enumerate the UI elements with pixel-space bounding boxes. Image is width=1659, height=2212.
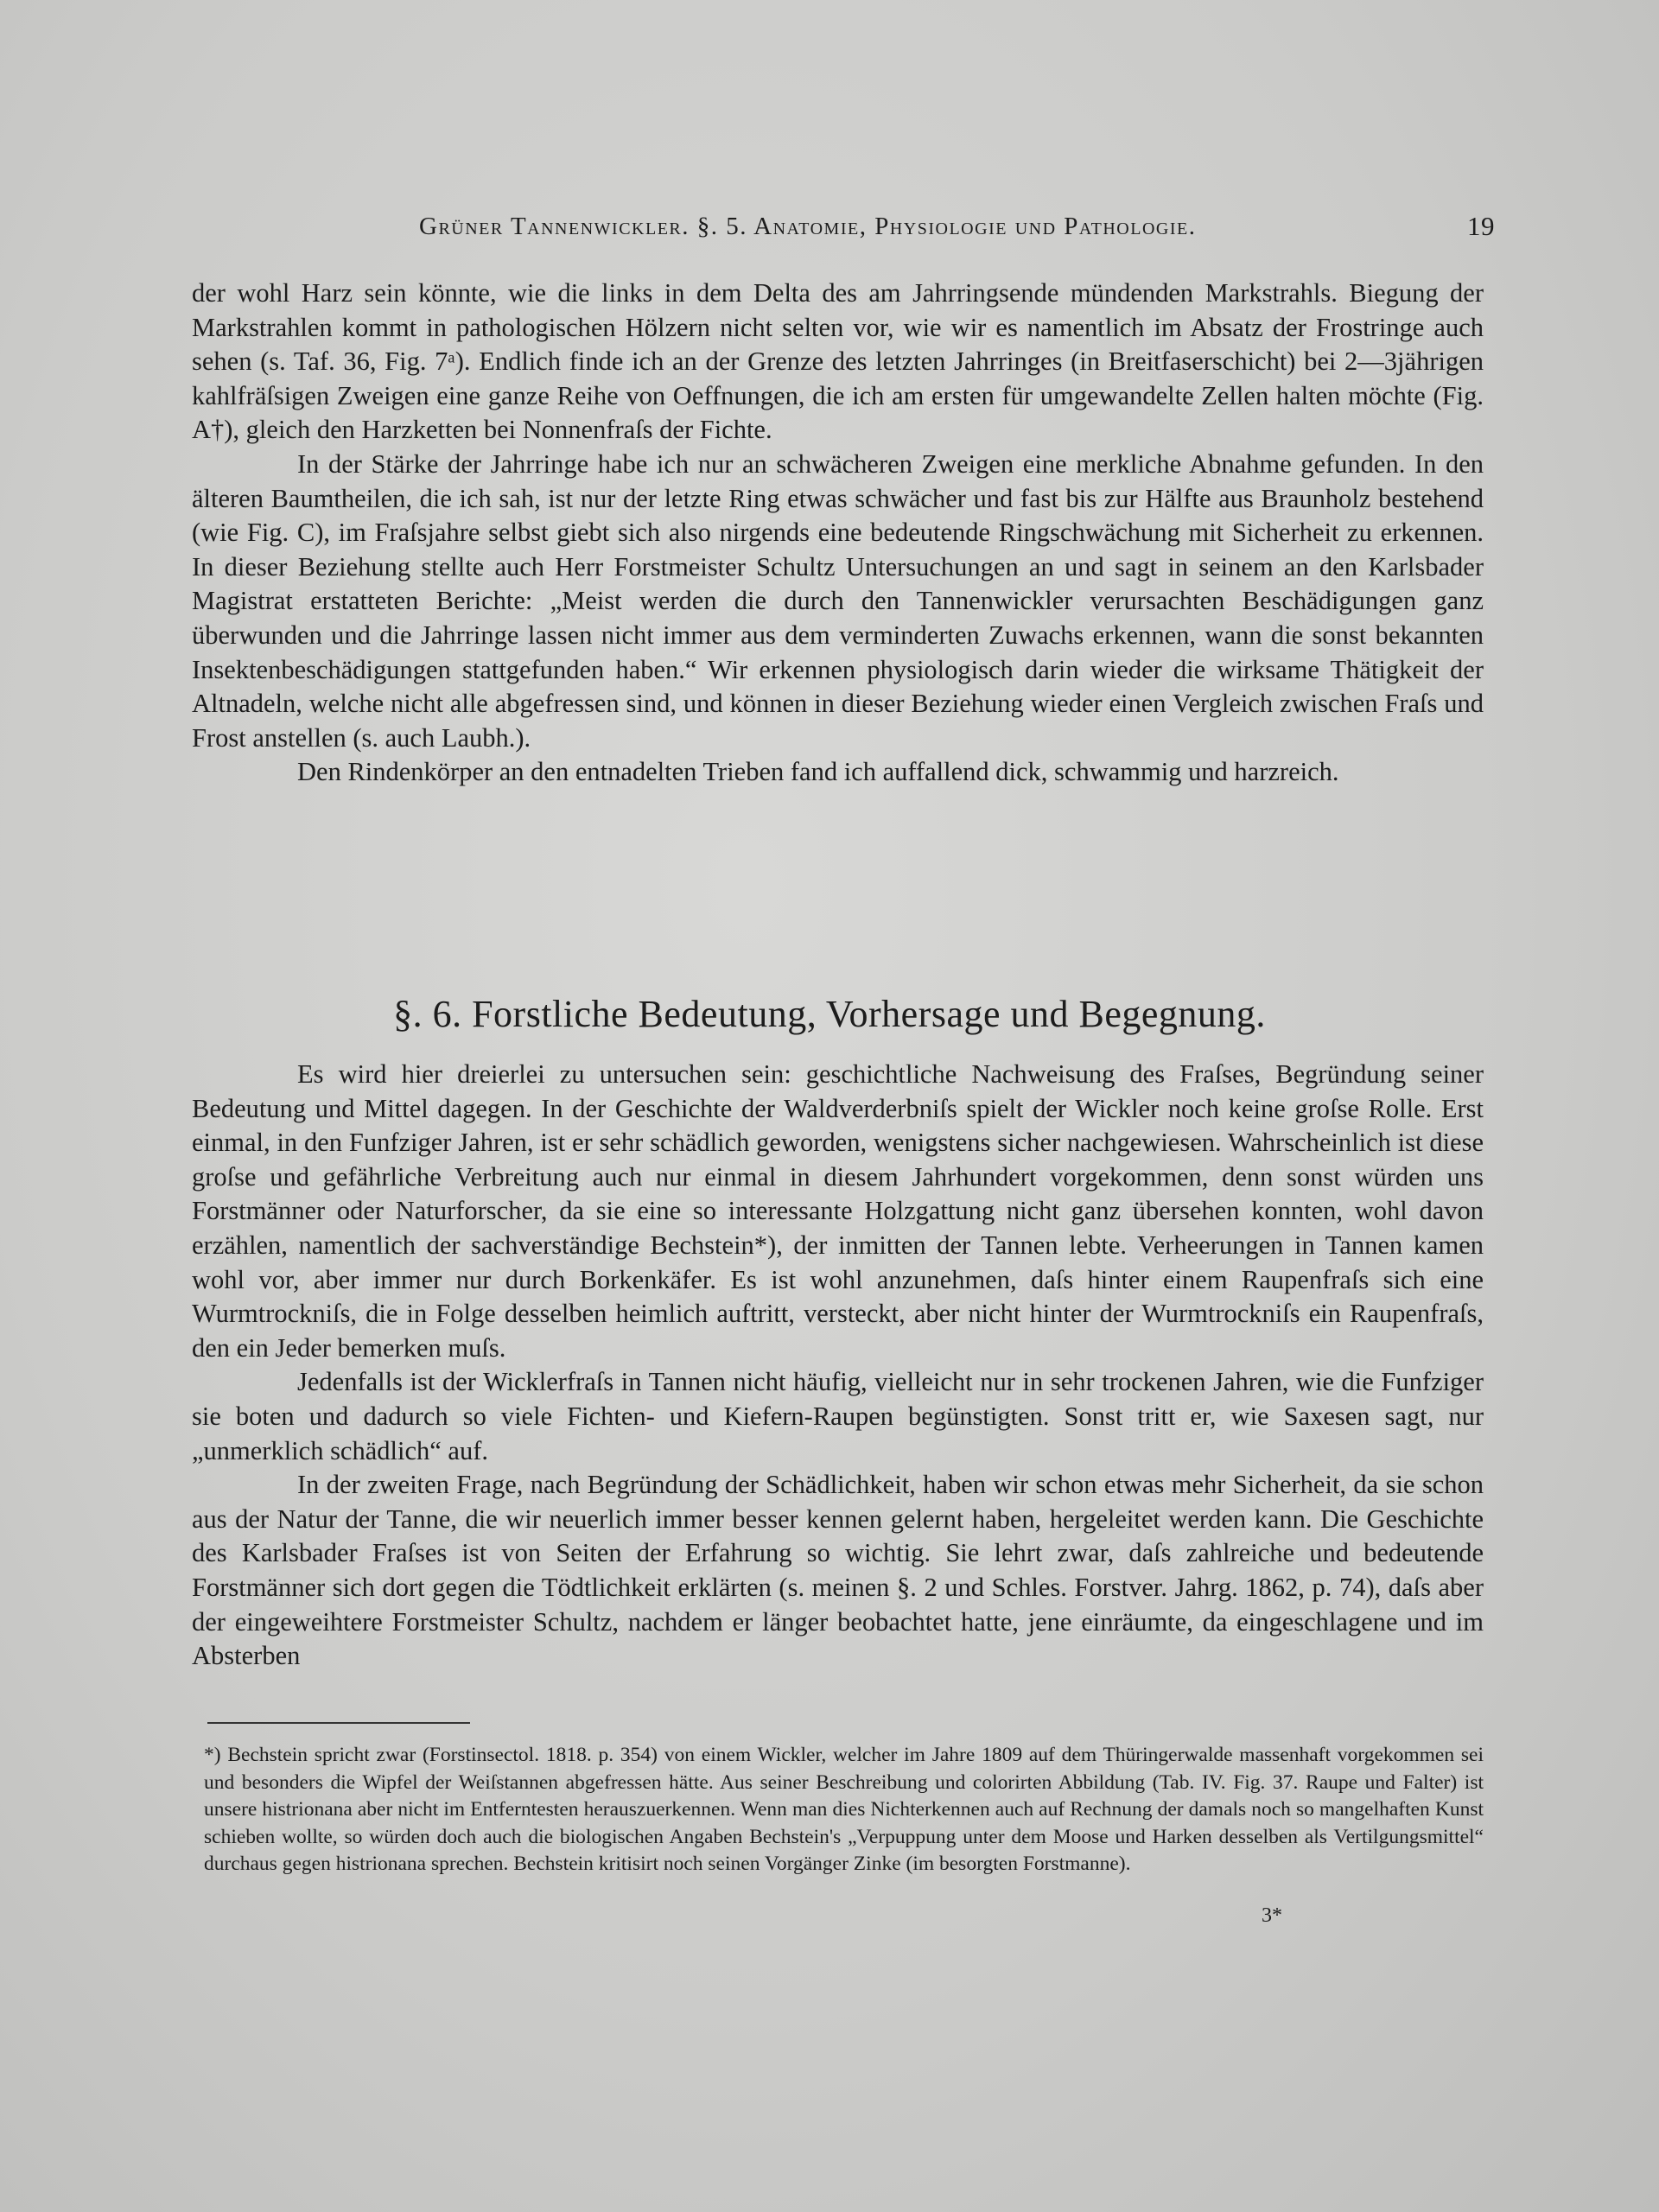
paragraph: In der Stärke der Jahrringe habe ich nur an schwächeren Zweigen eine merkliche Abnahme gefunden. In den älteren Baumtheilen, die ich sah, ist nur der letzte Ring etwas schwächer und fast bis zur Hälfte aus Braunholz bestehend (wie Fig. C), im Fraſsjahre selbst giebt sich also nirgends eine bedeutende Ringschwächung mit Sicherheit zu erkennen. In dieser Beziehung stellte auch Herr Forstmeister Schultz Untersuchungen an und sagt in seinem an den Karlsbader Magistrat erstatteten Berichte: „Meist werden die durch den Tannenwickler verursachten Beschädigungen ganz überwunden und die Jahrringe lassen nicht immer aus dem verminderten Zuwachs erkennen, wann die sonst bekannten Insektenbeschädigungen stattgefunden haben.“ Wir erkennen physiologisch darin wieder die wirksame Thätigkeit der Altnadeln, welche nicht alle abgefressen sind, und können in dieser Beziehung wieder einen Vergleich zwischen Fraſs und Frost anstellen (s. auch Laubh.). [192, 448, 1484, 753]
section-6-body [192, 1058, 1484, 1674]
signature-mark: 3* [1262, 1904, 1282, 1927]
section-heading: §. 6. Forstliche Bedeutung, Vorhersage und Begegnung. [393, 993, 1266, 1035]
page-header [199, 211, 1495, 249]
paragraph: Jedenfalls ist der Wicklerfraſs in Tannen nicht häufig, vielleicht nur in sehr trockenen Jahren, wie die Funfziger sie boten und dadurch so viele Fichten- und Kiefern-Raupen begünstigten. Sonst tritt er, wie Saxesen sagt, nur „unmerklich schädlich“ auf. [192, 1367, 1484, 1465]
paragraph: Es wird hier dreierlei zu untersuchen sein: geschichtliche Nachweisung des Fraſses, Begründung seiner Bedeutung und Mittel dagegen. In der Geschichte der Waldverderbniſs spielt der Wickler noch keine groſse Rolle. Erst einmal, in den Funfziger Jahren, ist er sehr schädlich geworden, wenigstens sicher nachgewiesen. Wahrscheinlich ist diese groſse und gefährliche Verbreitung auch nur einmal in diesem Jahrhundert vorgekommen, denn sonst würden uns Forstmänner oder Naturforscher, da sie eine so interessante Holzgattung nicht ganz übersehen konnten, wohl davon erzählen, namentlich der sachverständige Bechstein*), der inmitten der Tannen lebte. Verheerungen in Tannen kamen wohl vor, aber immer nur durch Borkenkäfer. Es ist wohl anzunehmen, daſs hinter einem Raupenfraſs sich eine Wurmtrockniſs, die in Folge desselben heimlich auftritt, versteckt, aber nicht hinter der Wurmtrockniſs ein Raupenfraſs, den ein Jeder bemerken muſs. [192, 1059, 1484, 1363]
footnote: *) Bechstein spricht zwar (Forstinsectol. 1818. p. 354) von einem Wickler, welcher im Jahre 1809 auf dem Thüringerwalde massenhaft vorgekommen sei und besonders die Wipfel der Weiſstannen abgefressen hätte. Aus seiner Beschreibung und colorirten Abbildung (Tab. IV. Fig. 37. Raupe und Falter) ist unsere histrionana aber nicht im Entferntesten herauszuerkennen. Wenn man dies Nichterkennen auch auf Rechnung der damals noch so mangelhaften Kunst schieben wollte, so würden doch auch die biologischen Angaben Bechstein's „Verpuppung unter dem Moose und Harken desselben als Vertilgungsmittel“ durchaus gegen histrionana sprechen. Bechstein kritisirt noch seinen Vorgänger Zinke (im besorgten Forstmanne). [204, 1744, 1484, 1875]
page-number: 19 [1467, 211, 1495, 241]
running-head: Grüner Tannenwickler. §. 5. Anatomie, Physiologie und Pathologie. [419, 213, 1197, 240]
section-5-continuation [192, 276, 1484, 790]
footnote-rule [207, 1722, 470, 1724]
paragraph: der wohl Harz sein könnte, wie die links in dem Delta des am Jahrringsende mündenden Markstrahls. Biegung der Markstrahlen kommt in pathologischen Hölzern nicht selten vor, wie wir es namentlich im Absatz der Frostringe auch sehen (s. Taf. 36, Fig. 7ᵃ). Endlich finde ich an der Grenze des letzten Jahrringes (in Breitfaserschicht) bei 2—3jährigen kahlfräſsigen Zweigen eine ganze Reihe von Oeffnungen, die ich am ersten für umgewandelte Zellen halten möchte (Fig. A†), gleich den Harzketten bei Nonnenfraſs der Fichte. [192, 278, 1484, 445]
paragraph: In der zweiten Frage, nach Begründung der Schädlichkeit, haben wir schon etwas mehr Sicherheit, da sie schon aus der Natur der Tanne, die wir neuerlich immer besser kennen gelernt haben, hergeleitet werden kann. Die Geschichte des Karlsbader Fraſses ist von Seiten der Erfahrung so wichtig. Sie lehrt zwar, daſs zahlreiche und bedeutende Forstmänner sich dort gegen die Tödtlichkeit erklärten (s. meinen §. 2 und Schles. Forstver. Jahrg. 1862, p. 74), daſs aber der eingeweihtere Forstmeister Schultz, nachdem er länger beobachtet hatte, jene einräumte, da eingeschlagene und im Absterben [192, 1470, 1484, 1671]
paragraph: Den Rindenkörper an den entnadelten Trieben fand ich auffallend dick, schwammig und harzreich. [297, 757, 1339, 787]
